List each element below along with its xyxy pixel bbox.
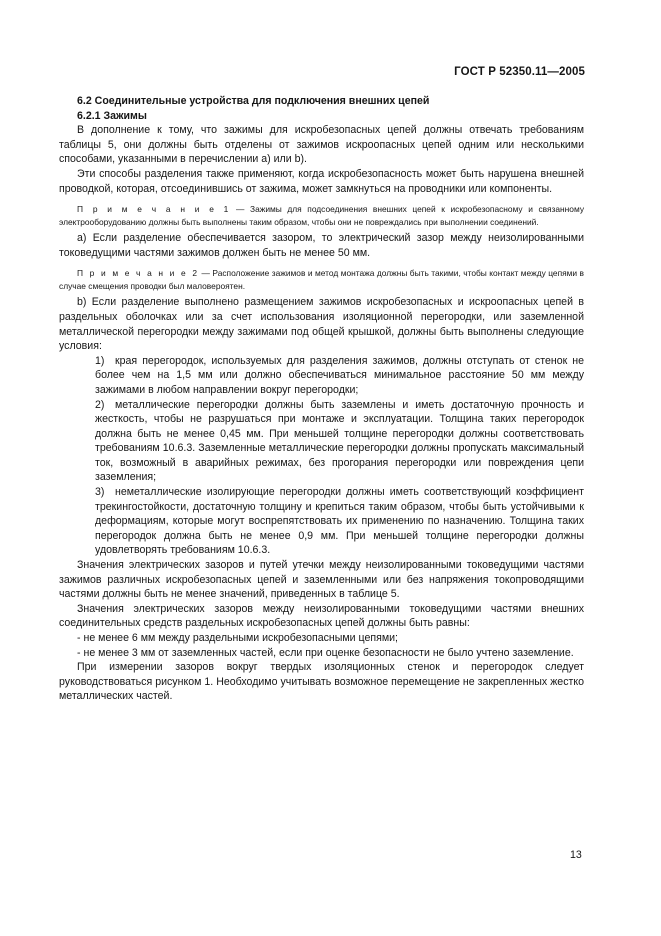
sub-item-3 — [95, 485, 584, 558]
sub-item-3-number: 3) — [95, 486, 105, 499]
sub-item-1 — [95, 354, 584, 398]
dash-item-2: - не менее 3 мм от заземленных частей, если при оценке безопасности не было учтено заземление. — [77, 646, 574, 659]
note-2 — [59, 267, 584, 293]
item-a: a) Если разделение обеспечивается зазором, то электрический зазор между неизолированными токоведущими частями зажимов должен быть не менее 50 мм. — [59, 232, 584, 259]
note-2-text: — Расположение зажимов и метод монтажа должны быть такими, чтобы контакт между цепями в случае смещения проводки был маловероятен. — [59, 268, 584, 292]
document-body — [59, 94, 584, 704]
paragraph-4: Значения электрических зазоров между неизолированными токоведущими частями внешних соединительных средств раздельных искробезопасных цепей должны быть равны: — [59, 602, 584, 630]
sub-item-2-number: 2) — [95, 398, 105, 411]
subsection-title: 6.2.1 Зажимы — [77, 109, 147, 122]
sub-item-2 — [95, 398, 584, 486]
note-1 — [59, 203, 584, 229]
dash-item-1: - не менее 6 мм между раздельными искробезопасными цепями; — [77, 632, 398, 644]
section-title: 6.2 Соединительные устройства для подключения внешних цепей — [77, 95, 430, 107]
paragraph-2: Эти способы разделения также применяют, когда искробезопасность может быть нарушена внешней проводкой, которая, отсоединившись от зажима, может замкнуться на проводники или компоненты. — [59, 167, 584, 195]
item-b: b) Если разделение выполнено размещением зажимов искробезопасных и искроопасных цепей в раздельных оболочках или за счет использования изоляционной перегородки, или заземленной металлической перегородки между зажимами под общей крышкой, должны быть выполнены следующие условия: — [59, 296, 584, 353]
sub-item-1-text: края перегородок, используемых для разделения зажимов, должны отступать от стенок не более чем на 1,5 мм или должно обеспечиваться минимальное расстояние 50 мм между зажимами в любом направлении вокруг перегородки; — [95, 354, 584, 396]
paragraph-1: В дополнение к тому, что зажимы для искробезопасных цепей должны отвечать требованиям таблицы 5, они должны быть отделены от зажимов искроопасных цепей одним или несколькими способами, указанными в перечислении а) или b). — [59, 124, 584, 166]
note-1-label: П р и м е ч а н и е 1 — [77, 204, 231, 215]
standard-header: ГОСТ Р 52350.11—2005 — [454, 66, 585, 78]
page-number: 13 — [570, 849, 582, 861]
note-2-label: П р и м е ч а н и е 2 — [77, 268, 200, 279]
sub-item-2-text: металлические перегородки должны быть заземлены и иметь достаточную прочность и жесткость, чтобы не разрушаться при монтаже и эксплуатации. Толщина таких перегородок должна быть не менее 0,45 мм. При меньшей толщине перегородки должны соответствовать требованиям 10.6.3. Заземленные металлические перегородки должны пропускать максимальный ток, возможный в аварийных режимах, без прогорания перегородки или повреждения цепи заземления; — [95, 398, 584, 484]
paragraph-5: При измерении зазоров вокруг твердых изоляционных стенок и перегородок следует руководствоваться рисунком 1. Необходимо учитывать возможное перемещение не закрепленных жестко металлических частей. — [59, 661, 584, 703]
sub-item-1-number: 1) — [95, 354, 105, 367]
sub-item-3-text: неметаллические изолирующие перегородки должны иметь соответствующий коэффициент трекингостойкости, достаточную толщину и крепиться таким образом, чтобы быть устойчивыми к деформациям, которые могут воспрепятствовать их применению по назначению. Толщина таких перегородок должна быть не менее 0,9 мм. При меньшей толщине перегородки должны удовлетворять требованиям 10.6.3. — [95, 486, 584, 557]
paragraph-3: Значения электрических зазоров и путей утечки между неизолированными токоведущими частями зажимов различных искробезопасных цепей и заземленными или без напряжения токопроводящими частями должны быть не менее значений, приведенных в таблице 5. — [59, 559, 584, 601]
note-1-text: — Зажимы для подсоединения внешних цепей к искробезопасному и связанному электрооборудованию должны быть выполнены таким образом, чтобы они не повреждались при выполнении соединений. — [59, 204, 585, 228]
